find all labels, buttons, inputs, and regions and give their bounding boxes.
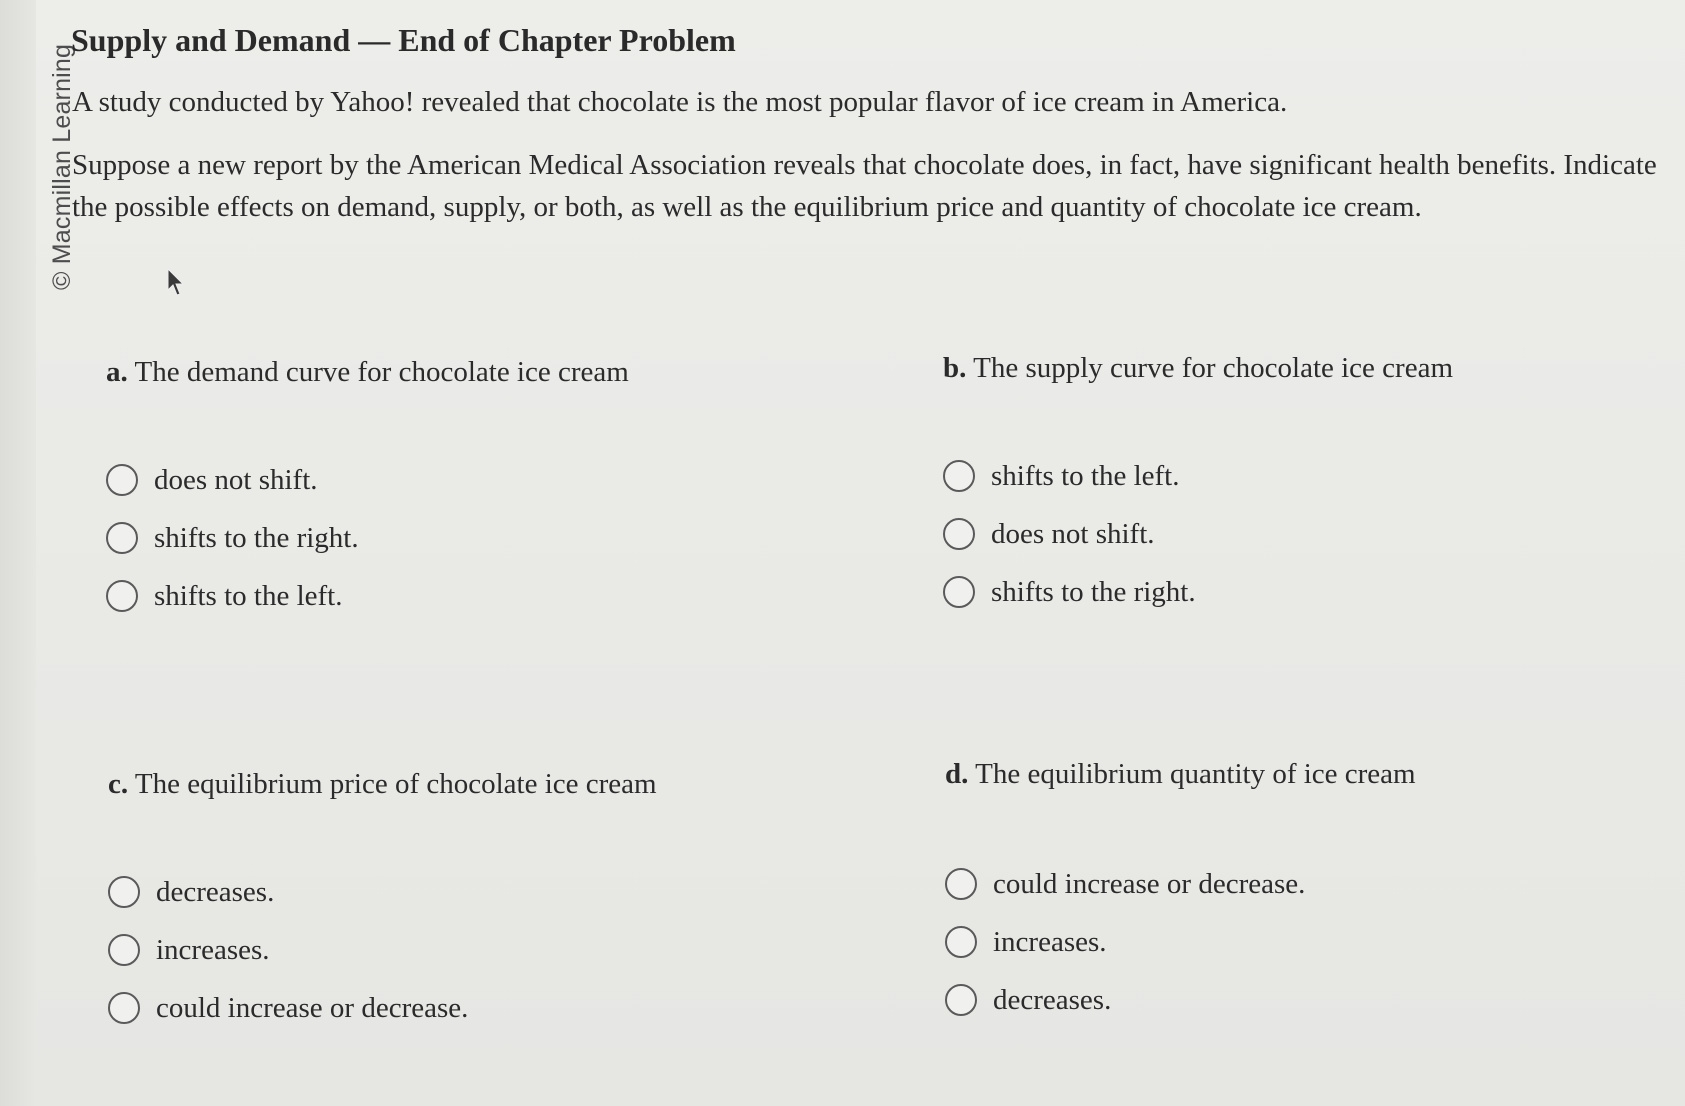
question-a	[106, 356, 806, 625]
option-b-3[interactable]	[943, 563, 1643, 621]
question-b-text: The supply curve for chocolate ice cream	[973, 352, 1453, 384]
option-c-2[interactable]	[108, 921, 808, 979]
radio-button[interactable]	[106, 464, 138, 496]
question-c	[108, 768, 808, 1037]
option-label: shifts to the right.	[154, 521, 359, 554]
option-label: could increase or decrease.	[156, 991, 469, 1024]
radio-button[interactable]	[945, 868, 977, 900]
option-label: shifts to the right.	[991, 575, 1196, 608]
question-b-options	[943, 447, 1643, 621]
radio-button[interactable]	[943, 518, 975, 550]
question-d-options	[945, 855, 1645, 1029]
option-b-2[interactable]	[943, 505, 1643, 563]
radio-button[interactable]	[106, 580, 138, 612]
question-b	[943, 352, 1643, 621]
question-a-letter: a.	[106, 356, 128, 388]
question-a-label	[106, 356, 806, 389]
question-c-letter: c.	[108, 768, 129, 800]
radio-button[interactable]	[108, 992, 140, 1024]
option-d-3[interactable]	[945, 971, 1645, 1029]
radio-button[interactable]	[106, 522, 138, 554]
question-b-letter: b.	[943, 352, 967, 384]
left-margin-strip	[0, 0, 36, 1106]
question-a-options	[106, 451, 806, 625]
option-d-2[interactable]	[945, 913, 1645, 971]
radio-button[interactable]	[945, 926, 977, 958]
option-a-1[interactable]	[106, 451, 806, 509]
radio-button[interactable]	[945, 984, 977, 1016]
option-d-1[interactable]	[945, 855, 1645, 913]
option-label: increases.	[993, 925, 1107, 958]
option-label: does not shift.	[154, 463, 318, 496]
option-a-2[interactable]	[106, 509, 806, 567]
option-label: shifts to the left.	[154, 579, 343, 612]
question-c-label	[108, 768, 808, 801]
option-label: decreases.	[156, 875, 275, 908]
prompt-text: Suppose a new report by the American Medical Association reveals that chocolate does, in fact, have significant health benefits. Indicate the possible effects on demand, supply, or both, as well as the equilibrium price and quantity of chocolate ice cream.	[72, 149, 1657, 223]
radio-button[interactable]	[943, 460, 975, 492]
page-title: Supply and Demand — End of Chapter Problem	[71, 22, 736, 58]
option-label: could increase or decrease.	[993, 867, 1306, 900]
question-d-letter: d.	[945, 758, 969, 790]
question-b-label	[943, 352, 1643, 385]
option-label: decreases.	[993, 983, 1112, 1016]
question-d-label	[945, 758, 1645, 791]
option-b-1[interactable]	[943, 447, 1643, 505]
radio-button[interactable]	[108, 934, 140, 966]
question-d	[945, 758, 1645, 1029]
option-label: shifts to the left.	[991, 459, 1180, 492]
radio-button[interactable]	[943, 576, 975, 608]
question-c-text: The equilibrium price of chocolate ice cream	[134, 768, 657, 800]
question-a-text: The demand curve for chocolate ice cream	[134, 356, 629, 388]
mouse-cursor-icon	[166, 268, 186, 298]
option-c-1[interactable]	[108, 863, 808, 921]
question-d-text: The equilibrium quantity of ice cream	[975, 758, 1416, 790]
radio-button[interactable]	[108, 876, 140, 908]
option-a-3[interactable]	[106, 567, 806, 625]
intro-text: A study conducted by Yahoo! revealed that chocolate is the most popular flavor of ice cream in America.	[72, 86, 1288, 118]
option-label: does not shift.	[991, 517, 1155, 550]
macmillan-watermark: © Macmillan Learning	[48, 43, 76, 290]
option-c-3[interactable]	[108, 979, 808, 1037]
option-label: increases.	[156, 933, 270, 966]
question-c-options	[108, 863, 808, 1037]
